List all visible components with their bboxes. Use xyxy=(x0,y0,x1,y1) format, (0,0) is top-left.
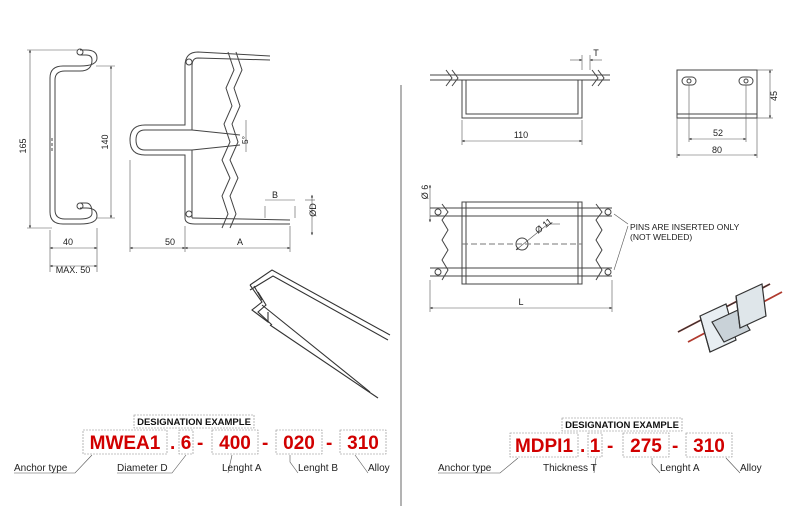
dim-110: 110 xyxy=(513,130,529,140)
mdpi-3d-view xyxy=(678,284,782,352)
mwea-side-view xyxy=(50,49,97,224)
sep-right-0: . xyxy=(580,436,586,457)
dim-dia6: Ø 6 xyxy=(420,184,430,200)
designation-title-left: DESIGNATION EXAMPLE xyxy=(137,417,251,428)
dim-165: 165 xyxy=(18,138,28,154)
dim-40: 40 xyxy=(62,237,74,247)
code-length-a-right: 275 xyxy=(630,436,662,457)
sep-left-2: - xyxy=(262,433,269,454)
code-thickness-right: 1 xyxy=(589,436,601,457)
label-alloy-right: Alloy xyxy=(740,463,762,474)
dim-max50: MAX. 50 xyxy=(55,265,91,275)
dim-52: 52 xyxy=(712,128,724,138)
mwea-3d-view xyxy=(250,270,390,398)
mdpi-front-view xyxy=(430,70,610,118)
mdpi-front-dims xyxy=(462,55,602,145)
code-alloy-right: 310 xyxy=(693,436,725,457)
code-diameter-left: 6 xyxy=(180,433,192,454)
label-anchor-type-left: Anchor type xyxy=(14,463,68,474)
mdpi-plan-view xyxy=(430,202,612,284)
sep-right-2: - xyxy=(672,436,679,457)
sep-left-3: - xyxy=(326,433,333,454)
pins-note-line-1: PINS ARE INSERTED ONLY xyxy=(630,222,740,232)
dim-45: 45 xyxy=(769,90,779,102)
dim-b: B xyxy=(271,190,279,200)
label-length-a-left: Lenght A xyxy=(222,463,262,474)
dim-dia-d: ØD xyxy=(308,203,318,217)
label-thickness-right: Thickness T xyxy=(543,463,597,474)
code-anchor-type-left: MWEA1 xyxy=(89,433,161,454)
code-anchor-type-right: MDPI1 xyxy=(514,436,574,457)
label-alloy-left: Alloy xyxy=(368,463,390,474)
sep-left-0: . xyxy=(170,433,176,454)
dim-angle: 5° xyxy=(240,135,250,145)
label-length-b-left: Lenght B xyxy=(298,463,339,474)
dim-140: 140 xyxy=(100,134,110,150)
mdpi-plan-dims xyxy=(430,185,628,312)
code-alloy-left: 310 xyxy=(347,433,379,454)
dim-80: 80 xyxy=(711,145,723,155)
dim-a: A xyxy=(236,237,244,247)
dim-t: T xyxy=(593,48,599,58)
label-length-a-right: Lenght A xyxy=(660,463,700,474)
pins-note-line-2: (NOT WELDED) xyxy=(630,232,693,242)
code-length-a-left: 400 xyxy=(219,433,251,454)
designation-title-right: DESIGNATION EXAMPLE xyxy=(565,420,679,431)
label-diameter-left: Diameter D xyxy=(117,463,168,474)
label-anchor-type-right: Anchor type xyxy=(438,463,492,474)
sep-right-1: - xyxy=(607,436,614,457)
mwea-front-view xyxy=(130,52,290,228)
dim-50: 50 xyxy=(164,237,176,247)
dim-l: L xyxy=(518,297,524,307)
dim-dia11: Ø 11 xyxy=(533,216,555,236)
mwea-front-dims xyxy=(130,120,315,252)
code-length-b-left: 020 xyxy=(283,433,315,454)
sep-left-1: - xyxy=(197,433,204,454)
